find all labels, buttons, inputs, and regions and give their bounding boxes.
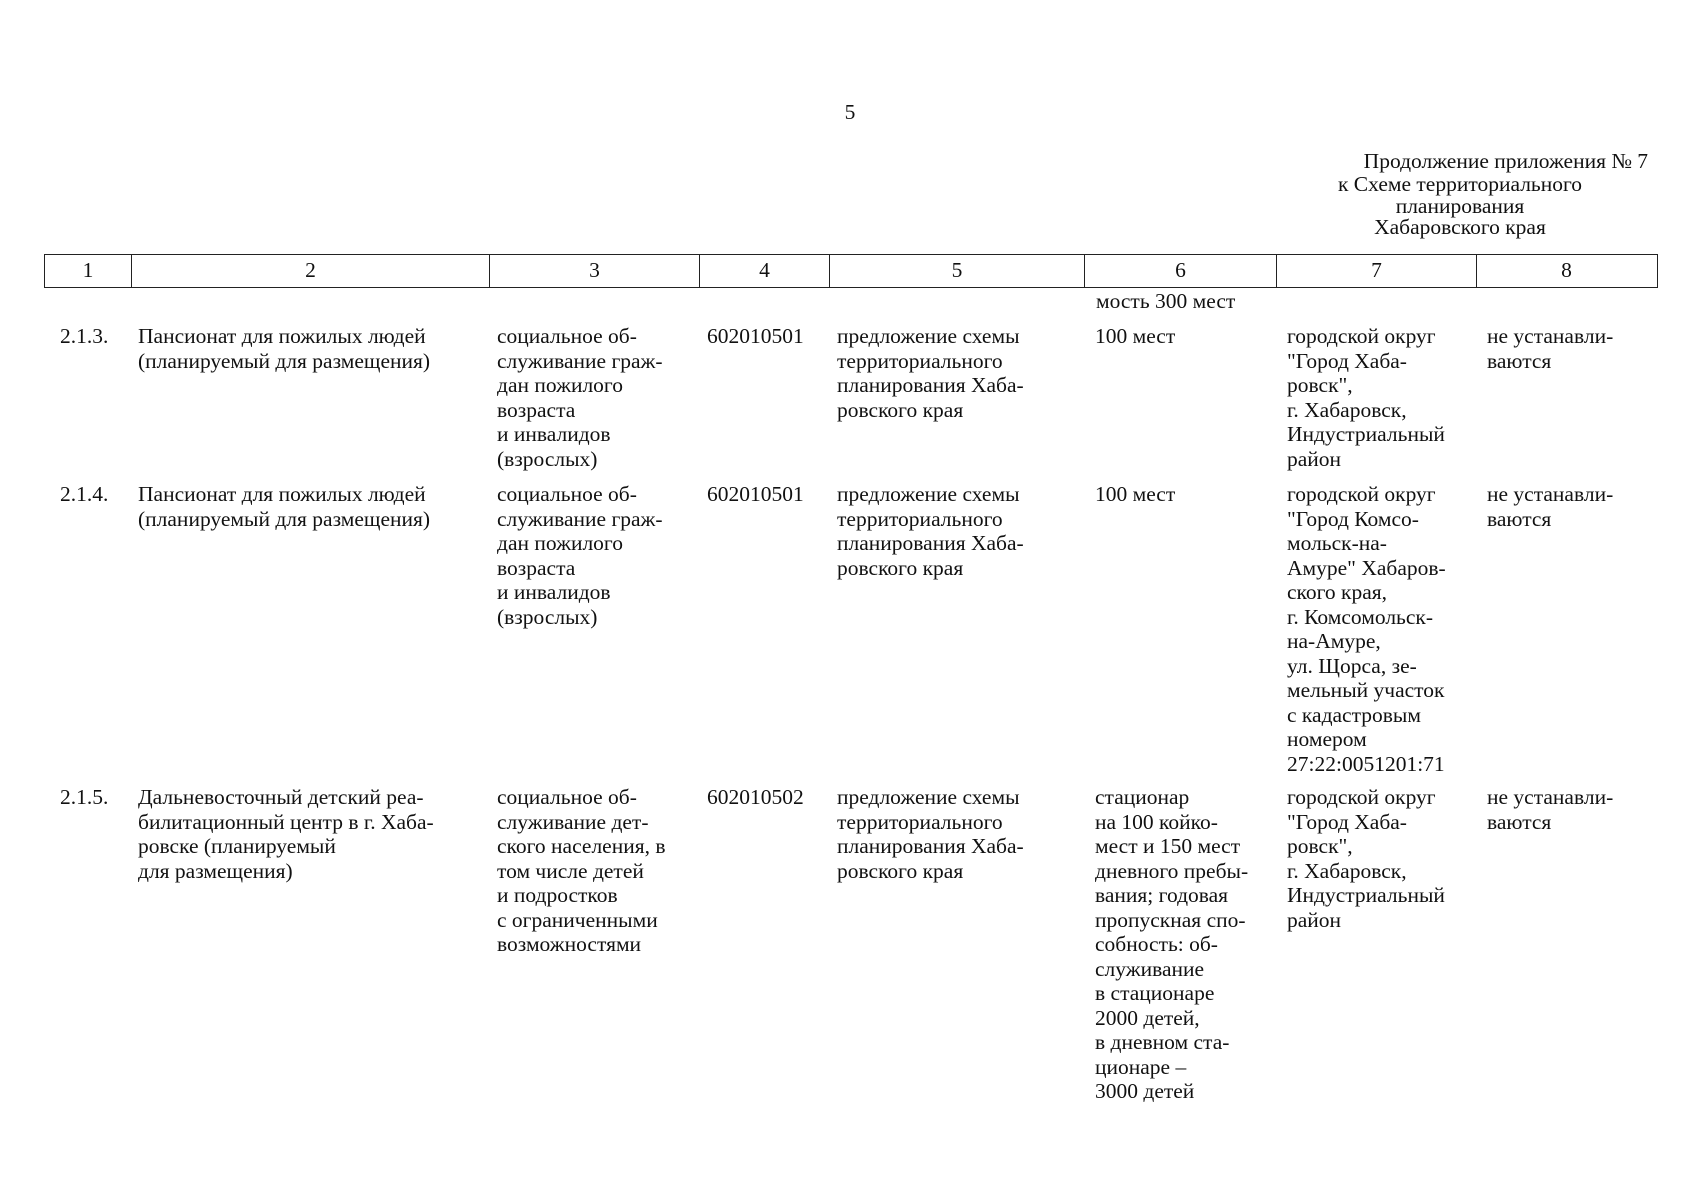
row-number-cell: [60, 482, 108, 507]
object-location-line: номером: [1287, 727, 1367, 751]
object-code-cell: [707, 482, 804, 507]
object-purpose-line: и инвалидов: [497, 422, 611, 446]
object-name-cell: [138, 324, 490, 373]
object-purpose-line: социальное об-: [497, 324, 637, 348]
object-purpose-line: (взрослых): [497, 604, 598, 629]
placement-basis-line: ровского края: [837, 555, 964, 580]
object-purpose-cell: [497, 785, 702, 957]
placement-basis-line: планирования Хаба-: [837, 373, 1024, 397]
column-number-cell: 6: [1085, 255, 1277, 287]
object-purpose-line: социальное об-: [497, 785, 637, 809]
object-capacity-cell: [1095, 482, 1280, 507]
object-name-line: ровске (планируемый: [138, 834, 336, 858]
object-purpose-line: возможностями: [497, 932, 642, 956]
object-location-line: с кадастровым: [1287, 702, 1421, 727]
object-location-line: район: [1287, 907, 1342, 932]
placement-basis-line: ровского края: [837, 858, 964, 883]
object-capacity-line: 100 мест: [1095, 324, 1176, 348]
column-number-cell: 8: [1561, 258, 1572, 282]
object-location-cell: [1287, 482, 1482, 776]
object-purpose-line: ского населения, в: [497, 834, 666, 858]
object-location-line: на-Амуре,: [1287, 629, 1381, 653]
restriction-zones-cell: [1487, 324, 1657, 373]
object-capacity-cell: [1095, 324, 1280, 349]
object-purpose-line: служивание граж-: [497, 348, 663, 373]
object-purpose-line: с ограниченными: [497, 907, 658, 932]
row-number-line: 2.1.5.: [60, 785, 109, 809]
object-capacity-line: 100 мест: [1095, 482, 1176, 506]
object-name-cell: [138, 482, 490, 531]
appendix-header-line2: к Схеме территориального: [1337, 172, 1583, 196]
row-number-cell: [60, 324, 108, 349]
object-capacity-line: ционаре –: [1095, 1054, 1187, 1079]
continued-cell-text: мость 300 мест: [1096, 289, 1236, 313]
column-number-cell: 3: [490, 255, 700, 287]
object-purpose-line: (взрослых): [497, 446, 598, 471]
object-capacity-line: 2000 детей,: [1095, 1005, 1200, 1030]
object-code-cell: [707, 785, 804, 810]
object-purpose-line: дан пожилого: [497, 373, 623, 397]
restriction-zones-cell: [1487, 482, 1657, 531]
object-purpose-line: возраста: [497, 397, 576, 422]
object-name-line: для размещения): [138, 858, 293, 883]
appendix-header: [1270, 150, 1650, 239]
object-location-line: Индустриальный: [1287, 883, 1445, 907]
placement-basis-line: планирования Хаба-: [837, 834, 1024, 858]
object-location-line: "Город Комсо-: [1287, 506, 1419, 531]
restriction-zones-line: ваются: [1487, 506, 1552, 531]
object-location-line: 27:22:0051201:71: [1287, 751, 1445, 776]
column-number-cell: 1: [45, 255, 132, 287]
placement-basis-cell: [837, 324, 1087, 422]
object-name-line: Дальневосточный детский реа-: [138, 785, 424, 809]
object-location-line: городской округ: [1287, 785, 1436, 809]
object-location-cell: [1287, 324, 1482, 471]
object-capacity-line: в стационаре: [1095, 981, 1215, 1005]
row-number-cell: [60, 785, 108, 810]
restriction-zones-line: ваются: [1487, 348, 1552, 373]
object-capacity-line: 3000 детей: [1095, 1079, 1195, 1103]
placement-basis-line: территориального: [837, 348, 1003, 373]
object-purpose-cell: [497, 482, 702, 629]
object-location-line: ул. Щорса, зе-: [1287, 653, 1417, 678]
object-purpose-cell: [497, 324, 702, 471]
object-purpose-line: социальное об-: [497, 482, 637, 506]
object-location-line: городской округ: [1287, 482, 1436, 506]
object-location-line: г. Комсомольск-: [1287, 604, 1433, 629]
object-location-line: Индустриальный: [1287, 422, 1445, 446]
object-name-line: билитационный центр в г. Хаба-: [138, 809, 434, 834]
object-code-line: 602010501: [707, 324, 804, 348]
object-name-cell: [138, 785, 490, 883]
placement-basis-line: территориального: [837, 809, 1003, 834]
object-capacity-line: в дневном ста-: [1095, 1030, 1230, 1054]
object-purpose-line: служивание граж-: [497, 506, 663, 531]
column-number-header: [44, 254, 1658, 288]
restriction-zones-line: не устанавли-: [1487, 324, 1614, 348]
object-location-line: мельный участок: [1287, 678, 1445, 702]
placement-basis-line: территориального: [837, 506, 1003, 531]
row-number-line: 2.1.3.: [60, 324, 109, 348]
placement-basis-line: предложение схемы: [837, 324, 1020, 348]
object-location-line: г. Хабаровск,: [1287, 858, 1407, 883]
row-number-line: 2.1.4.: [60, 482, 109, 506]
object-location-line: район: [1287, 446, 1342, 471]
appendix-header-line4: Хабаровского края: [1374, 215, 1546, 239]
column-number-cell: 2: [132, 255, 490, 287]
restriction-zones-line: не устанавли-: [1487, 482, 1614, 506]
object-purpose-line: дан пожилого: [497, 531, 623, 555]
object-capacity-line: дневного пребы-: [1095, 858, 1249, 883]
object-location-line: ровск",: [1287, 373, 1353, 397]
object-location-line: ровск",: [1287, 834, 1353, 858]
object-capacity-line: собность: об-: [1095, 932, 1218, 956]
placement-basis-line: ровского края: [837, 397, 964, 422]
object-name-line: (планируемый для размещения): [138, 348, 431, 373]
restriction-zones-line: не устанавли-: [1487, 785, 1614, 809]
object-location-line: Амуре" Хабаров-: [1287, 555, 1446, 580]
object-location-cell: [1287, 785, 1482, 932]
object-name-line: Пансионат для пожилых людей: [138, 324, 426, 348]
object-purpose-line: служивание дет-: [497, 809, 649, 834]
object-location-line: мольск-на-: [1287, 531, 1387, 555]
object-location-line: ского края,: [1287, 580, 1388, 604]
placement-basis-cell: [837, 785, 1087, 883]
appendix-header-line3: планирования: [1395, 194, 1525, 218]
object-capacity-line: на 100 койко-: [1095, 809, 1218, 834]
object-code-line: 602010501: [707, 482, 804, 506]
object-purpose-line: возраста: [497, 555, 576, 580]
object-name-line: Пансионат для пожилых людей: [138, 482, 426, 506]
object-location-line: городской округ: [1287, 324, 1436, 348]
object-capacity-line: служивание: [1095, 956, 1205, 981]
object-code-cell: [707, 324, 804, 349]
page-number: 5: [844, 100, 856, 124]
object-location-line: "Город Хаба-: [1287, 348, 1407, 373]
object-purpose-line: и подростков: [497, 883, 618, 907]
column-number-cell: 4: [700, 255, 830, 287]
placement-basis-line: предложение схемы: [837, 482, 1020, 506]
placement-basis-line: планирования Хаба-: [837, 531, 1024, 555]
object-location-line: г. Хабаровск,: [1287, 397, 1407, 422]
object-capacity-line: мест и 150 мест: [1095, 834, 1241, 858]
appendix-header-line1: Продолжение приложения № 7: [1363, 149, 1648, 173]
object-capacity-line: вания; годовая: [1095, 883, 1229, 907]
column-number-cell: 5: [830, 255, 1085, 287]
restriction-zones-cell: [1487, 785, 1657, 834]
object-capacity-cell: [1095, 785, 1280, 1104]
object-code-line: 602010502: [707, 785, 804, 809]
placement-basis-line: предложение схемы: [837, 785, 1020, 809]
object-capacity-line: пропускная спо-: [1095, 907, 1246, 932]
placement-basis-cell: [837, 482, 1087, 580]
object-purpose-line: и инвалидов: [497, 580, 611, 604]
object-purpose-line: том числе детей: [497, 858, 644, 883]
restriction-zones-line: ваются: [1487, 809, 1552, 834]
object-capacity-line: стационар: [1095, 785, 1190, 809]
object-name-line: (планируемый для размещения): [138, 506, 431, 531]
object-location-line: "Город Хаба-: [1287, 809, 1407, 834]
column-number-cell: 7: [1277, 255, 1477, 287]
